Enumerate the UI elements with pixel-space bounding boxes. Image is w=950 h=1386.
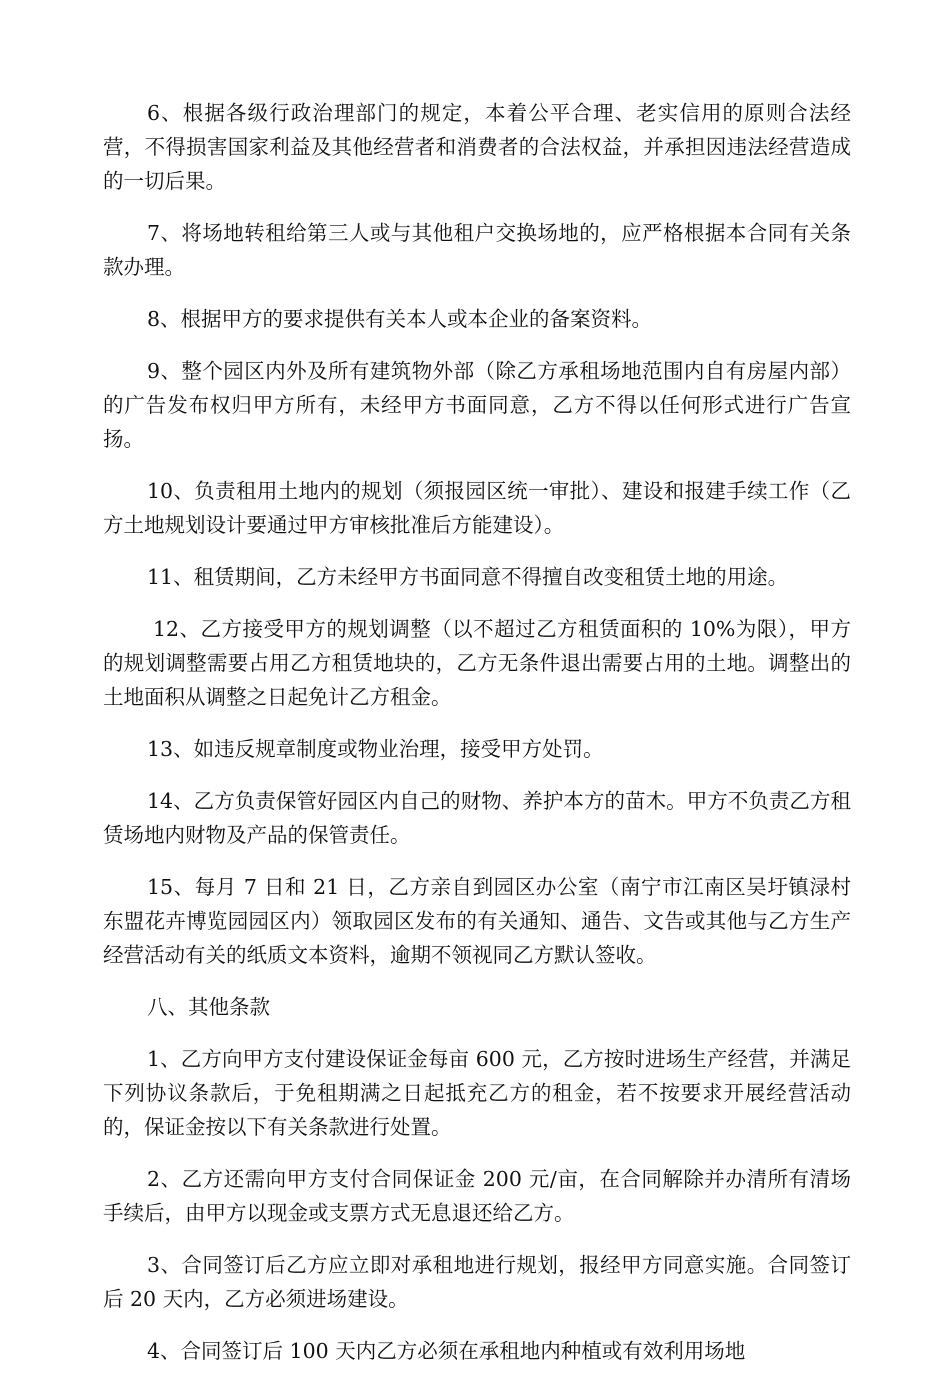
section-heading-other-terms: 八、其他条款 xyxy=(147,995,270,1019)
clause-13: 13、如违反规章制度或物业治理，接受甲方处罚。 xyxy=(147,737,604,761)
other-clause-2: 2、乙方还需向甲方支付合同保证金 200 元/亩，在合同解除并办清所有清场手续后，由甲方以现金或支票方式无息退还给乙方。 xyxy=(103,1167,851,1225)
clause-6: 6、根据各级行政治理部门的规定，本着公平合理、老实信用的原则合法经营，不得损害国家利益及其他经营者和消费者的合法权益，并承担因违法经营造成的一切后果。 xyxy=(103,101,851,193)
other-clause-3: 3、合同签订后乙方应立即对承租地进行规划，报经甲方同意实施。合同签订后 20 天内，乙方必须进场建设。 xyxy=(103,1253,851,1311)
clause-9: 9、整个园区内外及所有建筑物外部（除乙方承租场地范围内自有房屋内部）的广告发布权归甲方所有，未经甲方书面同意，乙方不得以任何形式进行广告宣扬。 xyxy=(103,359,851,451)
document-body xyxy=(103,96,851,1386)
clause-8: 8、根据甲方的要求提供有关本人或本企业的备案资料。 xyxy=(147,307,653,331)
clause-14: 14、乙方负责保管好园区内自己的财物、养护本方的苗木。甲方不负责乙方租赁场地内财物及产品的保管责任。 xyxy=(103,789,851,847)
clause-11: 11、租赁期间，乙方未经甲方书面同意不得擅自改变租赁土地的用途。 xyxy=(147,565,789,589)
clause-12: 12、乙方接受甲方的规划调整（以不超过乙方租赁面积的 10%为限），甲方的规划调整需要占用乙方租赁地块的，乙方无条件退出需要占用的土地。调整出的土地面积从调整之日起免计乙方租金。 xyxy=(103,617,851,709)
other-clause-1: 1、乙方向甲方支付建设保证金每亩 600 元，乙方按时进场生产经营，并满足下列协议条款后，于免租期满之日起抵充乙方的租金，若不按要求开展经营活动的，保证金按以下有关条款进行处置。 xyxy=(103,1047,851,1139)
clause-15: 15、每月 7 日和 21 日，乙方亲自到园区办公室（南宁市江南区吴圩镇渌村东盟花卉博览园园区内）领取园区发布的有关通知、通告、文告或其他与乙方生产经营活动有关的纸质文本资料，逾期不领视同乙方默认签收。 xyxy=(103,875,851,967)
clause-10: 10、负责租用土地内的规划（须报园区统一审批）、建设和报建手续工作（乙方土地规划设计要通过甲方审核批准后方能建设）。 xyxy=(103,479,851,537)
other-clause-4: 4、合同签订后 100 天内乙方必须在承租地内种植或有效利用场地 xyxy=(147,1339,746,1363)
clause-7: 7、将场地转租给第三人或与其他租户交换场地的，应严格根据本合同有关条款办理。 xyxy=(103,221,851,279)
